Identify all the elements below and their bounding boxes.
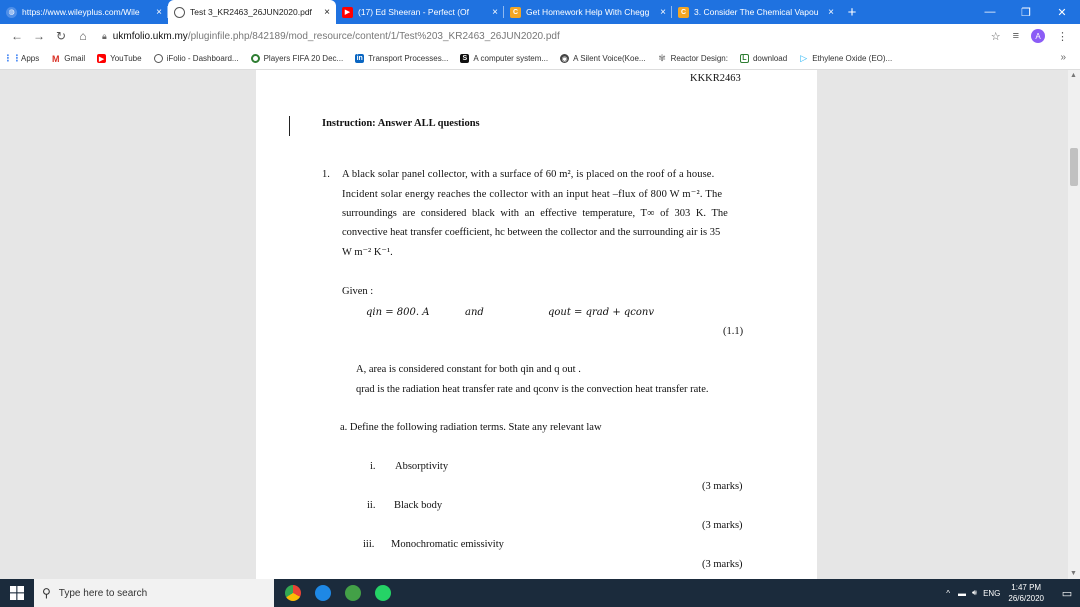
- start-button[interactable]: [0, 579, 34, 607]
- question-text-line: convective heat transfer coefficient, hc between the collector and the surrounding air is 35: [342, 227, 721, 238]
- system-tray: [946, 579, 1080, 607]
- bookmark-youtube[interactable]: [97, 54, 141, 63]
- profile-avatar[interactable]: A: [1031, 29, 1045, 43]
- new-tab-button[interactable]: +: [847, 3, 857, 21]
- tab-title: 3. Consider The Chemical Vapou: [694, 7, 819, 17]
- bookmark-label: download: [752, 54, 788, 63]
- bookmark-label: Transport Processes...: [368, 54, 449, 63]
- notification-icon[interactable]: ▭: [1061, 587, 1073, 600]
- fifa-icon: [251, 54, 260, 63]
- bookmark-label: Apps: [21, 54, 40, 63]
- reading-list-icon[interactable]: ≡: [1012, 30, 1019, 42]
- bookmark-gmail[interactable]: [51, 54, 85, 63]
- back-arrow-icon[interactable]: ←: [11, 29, 23, 43]
- clock-date: 26/6/2020: [1008, 594, 1044, 603]
- edge-icon: [315, 585, 331, 601]
- windows-logo-icon: [10, 586, 24, 600]
- chrome-icon: [285, 585, 301, 601]
- tab-close-icon[interactable]: ×: [156, 6, 162, 18]
- bookmark-ethylene-oxide[interactable]: [799, 54, 892, 63]
- vertical-scrollbar[interactable]: [1068, 70, 1080, 579]
- item-label: Monochromatic emissivity: [391, 539, 504, 550]
- language-indicator[interactable]: ENG: [983, 588, 1001, 598]
- note-rates: qrad is the radiation heat transfer rate and qconv is the convection heat transfer rate.: [356, 384, 709, 395]
- equation-qout: qout = qrad + qconv: [548, 307, 655, 318]
- forward-arrow-icon[interactable]: →: [33, 29, 45, 43]
- globe-icon: ◍: [6, 7, 17, 18]
- url-path: /pluginfile.php/842189/mod_resource/content/1/Test%203_KR2463_26JUN2020.pdf: [187, 30, 560, 42]
- page-header: KKKR2463: [690, 73, 741, 84]
- windows-taskbar: [0, 579, 1080, 607]
- url-domain: ukmfolio.ukm.my: [112, 30, 188, 42]
- taskbar-app-utorrent[interactable]: [338, 579, 368, 607]
- equation-qin: qin = 800. A: [366, 307, 430, 318]
- bookmark-transport[interactable]: [355, 54, 448, 63]
- chegg-icon: C: [678, 7, 689, 18]
- item-number: i.: [370, 461, 376, 472]
- tab-chegg[interactable]: [504, 0, 672, 24]
- equation-and: and: [465, 307, 484, 318]
- taskbar-search[interactable]: [34, 579, 274, 607]
- scribd-icon: S: [460, 54, 469, 63]
- question-number: 1.: [322, 169, 330, 180]
- globe-icon: [174, 7, 185, 18]
- given-label: Given :: [342, 286, 374, 297]
- bookmark-label: Ethylene Oxide (EO)...: [812, 54, 893, 63]
- tab-wileyplus[interactable]: [0, 0, 168, 24]
- question-text-line: W m⁻² K⁻¹.: [342, 247, 393, 258]
- bookmark-label: A computer system...: [473, 54, 549, 63]
- tab-close-icon[interactable]: ×: [660, 6, 666, 18]
- taskbar-app-edge[interactable]: [308, 579, 338, 607]
- apps-grid-icon: ⋮⋮: [3, 53, 22, 63]
- question-text-line: Incident solar energy reaches the collector with an input heat –flux of 800 W m⁻². The: [342, 189, 723, 200]
- item-label: Absorptivity: [395, 461, 449, 472]
- bookmarks-bar: [0, 48, 1080, 70]
- battery-icon[interactable]: ▬: [958, 588, 967, 598]
- equation-number: (1.1): [723, 326, 744, 337]
- search-icon: ⚲: [42, 586, 51, 600]
- search-placeholder: Type here to search: [58, 587, 148, 599]
- window-controls: [972, 0, 1080, 24]
- tab-close-icon[interactable]: ×: [828, 6, 834, 18]
- bookmark-label: iFolio - Dashboard...: [166, 54, 239, 63]
- pdf-viewer: [0, 70, 1080, 579]
- bookmark-label: Players FIFA 20 Dec...: [263, 54, 344, 63]
- bookmark-label: A Silent Voice(Koe...: [573, 54, 646, 63]
- chegg-icon: C: [510, 7, 521, 18]
- bookmark-reactor-design[interactable]: [658, 54, 728, 63]
- home-icon[interactable]: ⌂: [79, 29, 87, 43]
- youtube-icon: ▶: [98, 55, 105, 63]
- lock-icon: 🔒︎: [102, 30, 107, 41]
- address-bar[interactable]: [102, 26, 991, 46]
- whatsapp-icon: [375, 585, 391, 601]
- globe-icon: [154, 54, 163, 63]
- clock[interactable]: [1008, 582, 1044, 604]
- linkedin-icon: in: [356, 55, 363, 62]
- taskbar-app-chrome[interactable]: [278, 579, 308, 607]
- tab-strip: [0, 0, 1080, 24]
- bookmark-apps[interactable]: [3, 53, 40, 63]
- maximize-button[interactable]: ❐: [1021, 6, 1031, 19]
- part-a-heading: a. Define the following radiation terms. State any relevant law: [340, 422, 602, 433]
- text-cursor: [289, 116, 290, 136]
- bookmark-download[interactable]: [740, 54, 787, 63]
- item-marks: (3 marks): [702, 481, 743, 492]
- tab-title: Test 3_KR2463_26JUN2020.pdf: [190, 7, 312, 17]
- note-area: A, area is considered constant for both qin and q out .: [356, 364, 581, 375]
- pdf-page: [256, 70, 817, 579]
- item-marks: (3 marks): [702, 559, 743, 570]
- tab-title: (17) Ed Sheeran - Perfect (Of: [358, 7, 470, 17]
- question-text-line: A black solar panel collector, with a surface of 60 m², is placed on the roof of a house.: [342, 169, 715, 180]
- tab-youtube[interactable]: [336, 0, 504, 24]
- tab-close-icon[interactable]: ×: [492, 6, 498, 18]
- browser-toolbar: [0, 24, 1080, 48]
- download-icon: L: [740, 54, 749, 63]
- bookmark-silent-voice[interactable]: [560, 54, 646, 63]
- tab-close-icon[interactable]: ×: [324, 6, 330, 18]
- minimize-button[interactable]: —: [984, 6, 996, 18]
- gmail-icon: M: [51, 53, 60, 64]
- scroll-up-icon[interactable]: ▲: [1070, 72, 1077, 79]
- item-label: Black body: [394, 500, 443, 511]
- item-marks: (3 marks): [702, 520, 743, 531]
- instruction-heading: Instruction: Answer ALL questions: [322, 118, 480, 129]
- bookmark-computer-system[interactable]: [460, 54, 548, 63]
- bookmark-label: YouTube: [110, 54, 142, 63]
- site-icon: ✾: [658, 53, 666, 63]
- item-number: ii.: [367, 500, 376, 511]
- bookmarks-more-icon[interactable]: »: [1060, 52, 1066, 63]
- bookmark-label: Gmail: [64, 54, 86, 63]
- volume-icon[interactable]: 🔊︎: [972, 588, 978, 597]
- scrollbar-thumb[interactable]: [1070, 148, 1078, 186]
- tab-title: Get Homework Help With Chegg: [526, 7, 650, 17]
- bookmark-ifolio[interactable]: [154, 54, 239, 63]
- utorrent-icon: [345, 585, 361, 601]
- site-icon: ◉: [561, 55, 568, 63]
- reload-icon[interactable]: ↻: [55, 29, 67, 43]
- tab-title: https://www.wileyplus.com/Wile: [22, 7, 140, 17]
- item-number: iii.: [363, 539, 375, 550]
- clock-time: 1:47 PM: [1011, 583, 1042, 592]
- scroll-down-icon[interactable]: ▼: [1070, 570, 1077, 577]
- taskbar-app-whatsapp[interactable]: [368, 579, 398, 607]
- bookmark-label: Reactor Design:: [670, 54, 728, 63]
- youtube-icon: ▶: [342, 7, 353, 18]
- menu-kebab-icon[interactable]: ⋮: [1057, 30, 1068, 43]
- arrow-icon: ▷: [800, 53, 808, 63]
- close-window-button[interactable]: ✕: [1057, 6, 1067, 19]
- tab-pdf[interactable]: [168, 0, 336, 24]
- bookmark-fifa[interactable]: [251, 54, 344, 63]
- question-text-line: surroundings are considered black with an effective temperature, T∞ of 303 K. The: [342, 208, 728, 219]
- chevron-up-icon[interactable]: ^: [946, 588, 951, 598]
- tab-chegg-question[interactable]: [672, 0, 840, 24]
- star-bookmark-icon[interactable]: ☆: [990, 30, 1001, 43]
